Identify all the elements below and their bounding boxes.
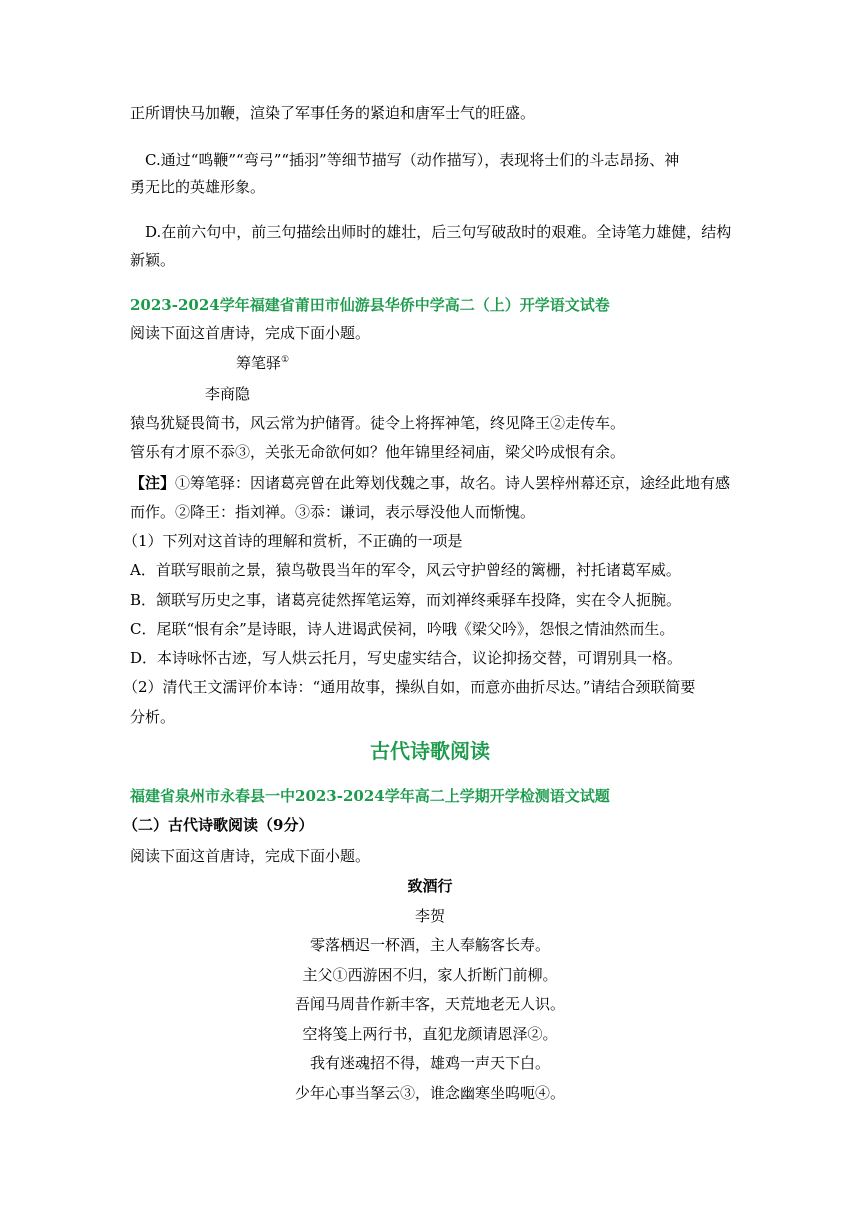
q1-verse-1: 猿鸟犹疑畏简书，风云常为护储胥。徒令上将挥神笔，终见降王②走传车。 bbox=[130, 414, 626, 432]
prev-answer-line: 正所谓快马加鞭，渲染了军事任务的紧迫和唐军士气的旺盛。 bbox=[130, 104, 536, 122]
q1-poem-title-footnote: ① bbox=[281, 355, 290, 365]
q2-poem-line: 主父①西游困不归，家人折断门前柳。 bbox=[302, 966, 558, 984]
q2-poem-line: 我有迷魂招不得，雄鸡一声天下白。 bbox=[309, 1054, 550, 1072]
q1-note-label: 【注】 bbox=[130, 474, 176, 492]
q1-source-heading: 2023-2024学年福建省莆田市仙游县华侨中学高二（上）开学语文试卷 bbox=[130, 296, 610, 314]
prev-option-c-line1: C.通过“鸣鞭”“弯弓”“插羽”等细节描写（动作描写），表现将士们的斗志昂扬、神 bbox=[145, 151, 680, 169]
prev-option-c-line2: 勇无比的英雄形象。 bbox=[130, 178, 266, 196]
section-title: 古代诗歌阅读 bbox=[370, 739, 490, 763]
q1-option-b: B．颔联写历史之事，诸葛亮徒然挥笔运筹，而刘禅终乘驿车投降，实在令人扼腕。 bbox=[130, 591, 682, 609]
q1-poem-author: 李商隐 bbox=[205, 385, 251, 403]
q2-part-heading: （二）古代诗歌阅读（9分） bbox=[123, 816, 314, 834]
q1-verse-2: 管乐有才原不忝③，关张无命欲何如？他年锦里经祠庙，梁父吟成恨有余。 bbox=[130, 443, 626, 461]
q2-poem-line: 吾闻马周昔作新丰客，天荒地老无人识。 bbox=[294, 995, 565, 1013]
q1-option-a: A．首联写眼前之景，猿鸟敬畏当年的军令，风云守护曾经的篱栅，衬托诸葛军威。 bbox=[130, 561, 681, 579]
q1-poem-title: 筹笔驿① bbox=[236, 354, 290, 372]
q1-note-line2: 而作。②降王：指刘禅。③忝：谦词，表示辱没他人而惭愧。 bbox=[130, 503, 536, 521]
q1-note-line1: 【注】①筹笔驿：因诸葛亮曾在此筹划伐魏之事，故名。诗人罢梓州幕还京，途经此地有感 bbox=[130, 474, 731, 492]
q2-poem-line: 少年心事当拏云③，谁念幽寒坐呜呃④。 bbox=[294, 1084, 565, 1102]
q2-poem-title: 致酒行 bbox=[407, 877, 453, 895]
prev-option-d-line1: D.在前六句中，前三句描绘出师时的雄壮，后三句写破敌时的艰难。全诗笔力雄健，结构 bbox=[145, 223, 732, 241]
q2-poem-line: 空将笺上两行书，直犯龙颜请恩泽②。 bbox=[302, 1025, 558, 1043]
q2-source-heading: 福建省泉州市永春县一中2023-2024学年高二上学期开学检测语文试题 bbox=[130, 787, 610, 805]
q1-instruction: 阅读下面这首唐诗，完成下面小题。 bbox=[130, 324, 371, 342]
q1-option-c: C．尾联“恨有余”是诗眼，诗人进谒武侯祠，吟哦《梁父吟》，怨恨之情油然而生。 bbox=[130, 620, 675, 638]
prev-option-d-line2: 新颖。 bbox=[130, 251, 176, 269]
q2-instruction: 阅读下面这首唐诗，完成下面小题。 bbox=[130, 847, 371, 865]
q1-subquestion-2-line1: （2）清代王文濡评价本诗：“通用故事，操纵自如，而意亦曲折尽达。”请结合颈联简要 bbox=[123, 678, 696, 696]
q1-subquestion-2-line2: 分析。 bbox=[130, 708, 176, 726]
q1-subquestion-1: （1）下列对这首诗的理解和赏析，不正确的一项是 bbox=[123, 532, 463, 550]
q2-poem-line: 零落栖迟一杯酒，主人奉觞客长寿。 bbox=[309, 936, 550, 954]
q2-poem-author: 李贺 bbox=[414, 907, 445, 925]
q1-option-d: D．本诗咏怀古迹，写人烘云托月，写史虚实结合，议论抑扬交替，可谓别具一格。 bbox=[130, 649, 683, 667]
